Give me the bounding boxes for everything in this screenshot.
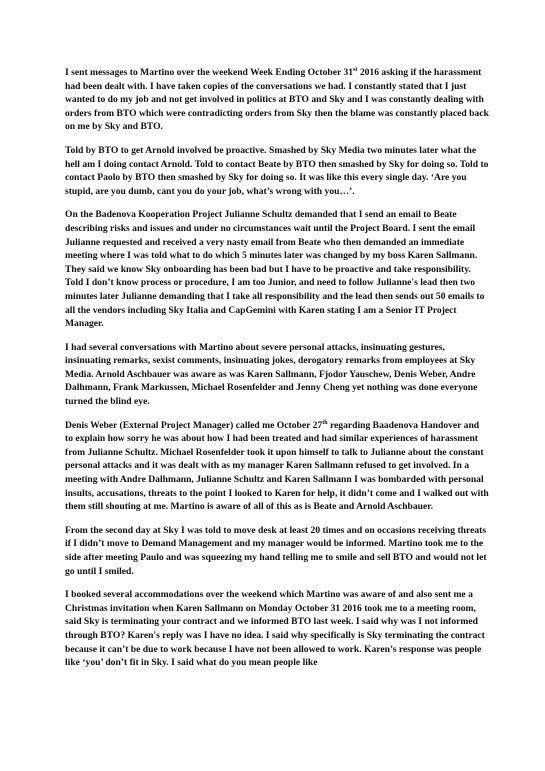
paragraph-text: 2016 asking if the harassment had been dealt with. I have taken copies of the conversations we had. I constantly stated that I just wanted to do my job and not get involved in politics at BTO and Sky and I was constantly dealing with orders from BTO which were contradicting orders from Sky then the blame was constantly placed back on me by Sky and BTO. [65, 67, 489, 133]
paragraph-contradicting-orders [65, 144, 489, 198]
paragraph-desk-moves [65, 524, 489, 578]
paragraph-conversations-martino [65, 341, 489, 409]
paragraph-text: I booked several accommodations over the weekend which Martino was aware of and also sent me a Christmas invitation when Karen Sallmann on Monday October 31 2016 took me to a meeting room, said Sky is terminating your contract and we informed BTO last week. I said why was I not informed through BTO? Karen's reply was I have no idea. I said why specifically is Sky terminating the contract because it can’t be due to work because I have not been allowed to work. Karen’s response was people like ‘you’ don’t fit in Sky. I said what do you mean people like [65, 589, 485, 669]
paragraph-badenova-project [65, 208, 489, 330]
ordinal-suffix: th [322, 419, 328, 426]
paragraph-contract-termination [65, 588, 489, 670]
paragraph-text: On the Badenova Kooperation Project Julianne Schultz demanded that I send an email to Beate describing risks and issues and under no circumstances wait until the Project Board. I sent the email Julianne requested and received a very nasty email from Beate who then demanded an immediate meeting where I was told what to do which 5 minutes later was changed by my boss Karen Sallmann. They said we know Sky onboarding has been bad but I have to be proactive and take responsibility. Told I don’t know process or procedure, I am too Junior, and need to follow Julianne's lead then two minutes later Julianne demanding that I take all responsibility and the lead then sends out 50 emails to all the vendors including Sky Italia and CapGemini with Karen stating I am a Senior IT Project Manager. [65, 209, 485, 330]
paragraph-text: regarding Baadenova Handover and to explain how sorry he was about how I had been treated and had similar experiences of harassment from Julianne Schultz. Michael Rosenfelder took it upon himself to talk to Julianne about the constant personal attacks and it was dealt with as my manager Karen Sallmann refused to get involved. In a meeting with Andre Dalhmann, Julianne Schultz and Karen Sallmann I was bombarded with personal insults, accusations, threats to the point I looked to Karen for help, it didn’t come and I walked out with them still shouting at me. Martino is aware of all of this as is Beate and Arnold Aschbauer. [65, 419, 489, 513]
paragraph-text: I had several conversations with Martino about severe personal attacks, insinuating gestures, insinuating remarks, sexist comments, insinuating jokes, derogatory remarks from employees at Sky Media. Arnold Aschbauer was aware as was Karen Sallmann, Fjodor Yauschew, Denis Weber, Andre Dalhmann, Frank Markussen, Michael Rosenfelder and Jenny Cheng yet nothing was done everyone turned the blind eye. [65, 341, 478, 408]
ordinal-suffix: st [353, 66, 358, 73]
paragraph-text: Told by BTO to get Arnold involved be proactive. Smashed by Sky Media two minutes later what the hell am I doing contact Arnold. Told to contact Beate by BTO then smashed by Sky for doing so. Told to contact Paolo by BTO then smashed by Sky for doing so. It was like this every single day. ‘Are you stupid, are you dumb, cant you do your job, what’s wrong with you…’. [65, 144, 489, 197]
paragraph-denis-weber-call [65, 419, 489, 514]
paragraph-text: Denis Weber (External Project Manager) called me October 27 [65, 419, 323, 431]
paragraph-text: From the second day at Sky I was told to move desk at least 20 times and on occasions receiving threats if I didn’t move to Demand Management and my manager would be informed. Martino took me to the side after meeting Paulo and was squeezing my hand telling me to smile and sell BTO and would not let go until I smiled. [65, 524, 487, 577]
paragraph-text: I sent messages to Martino over the weekend Week Ending October 31 [65, 67, 354, 78]
paragraph-weekend-messages [65, 66, 489, 134]
